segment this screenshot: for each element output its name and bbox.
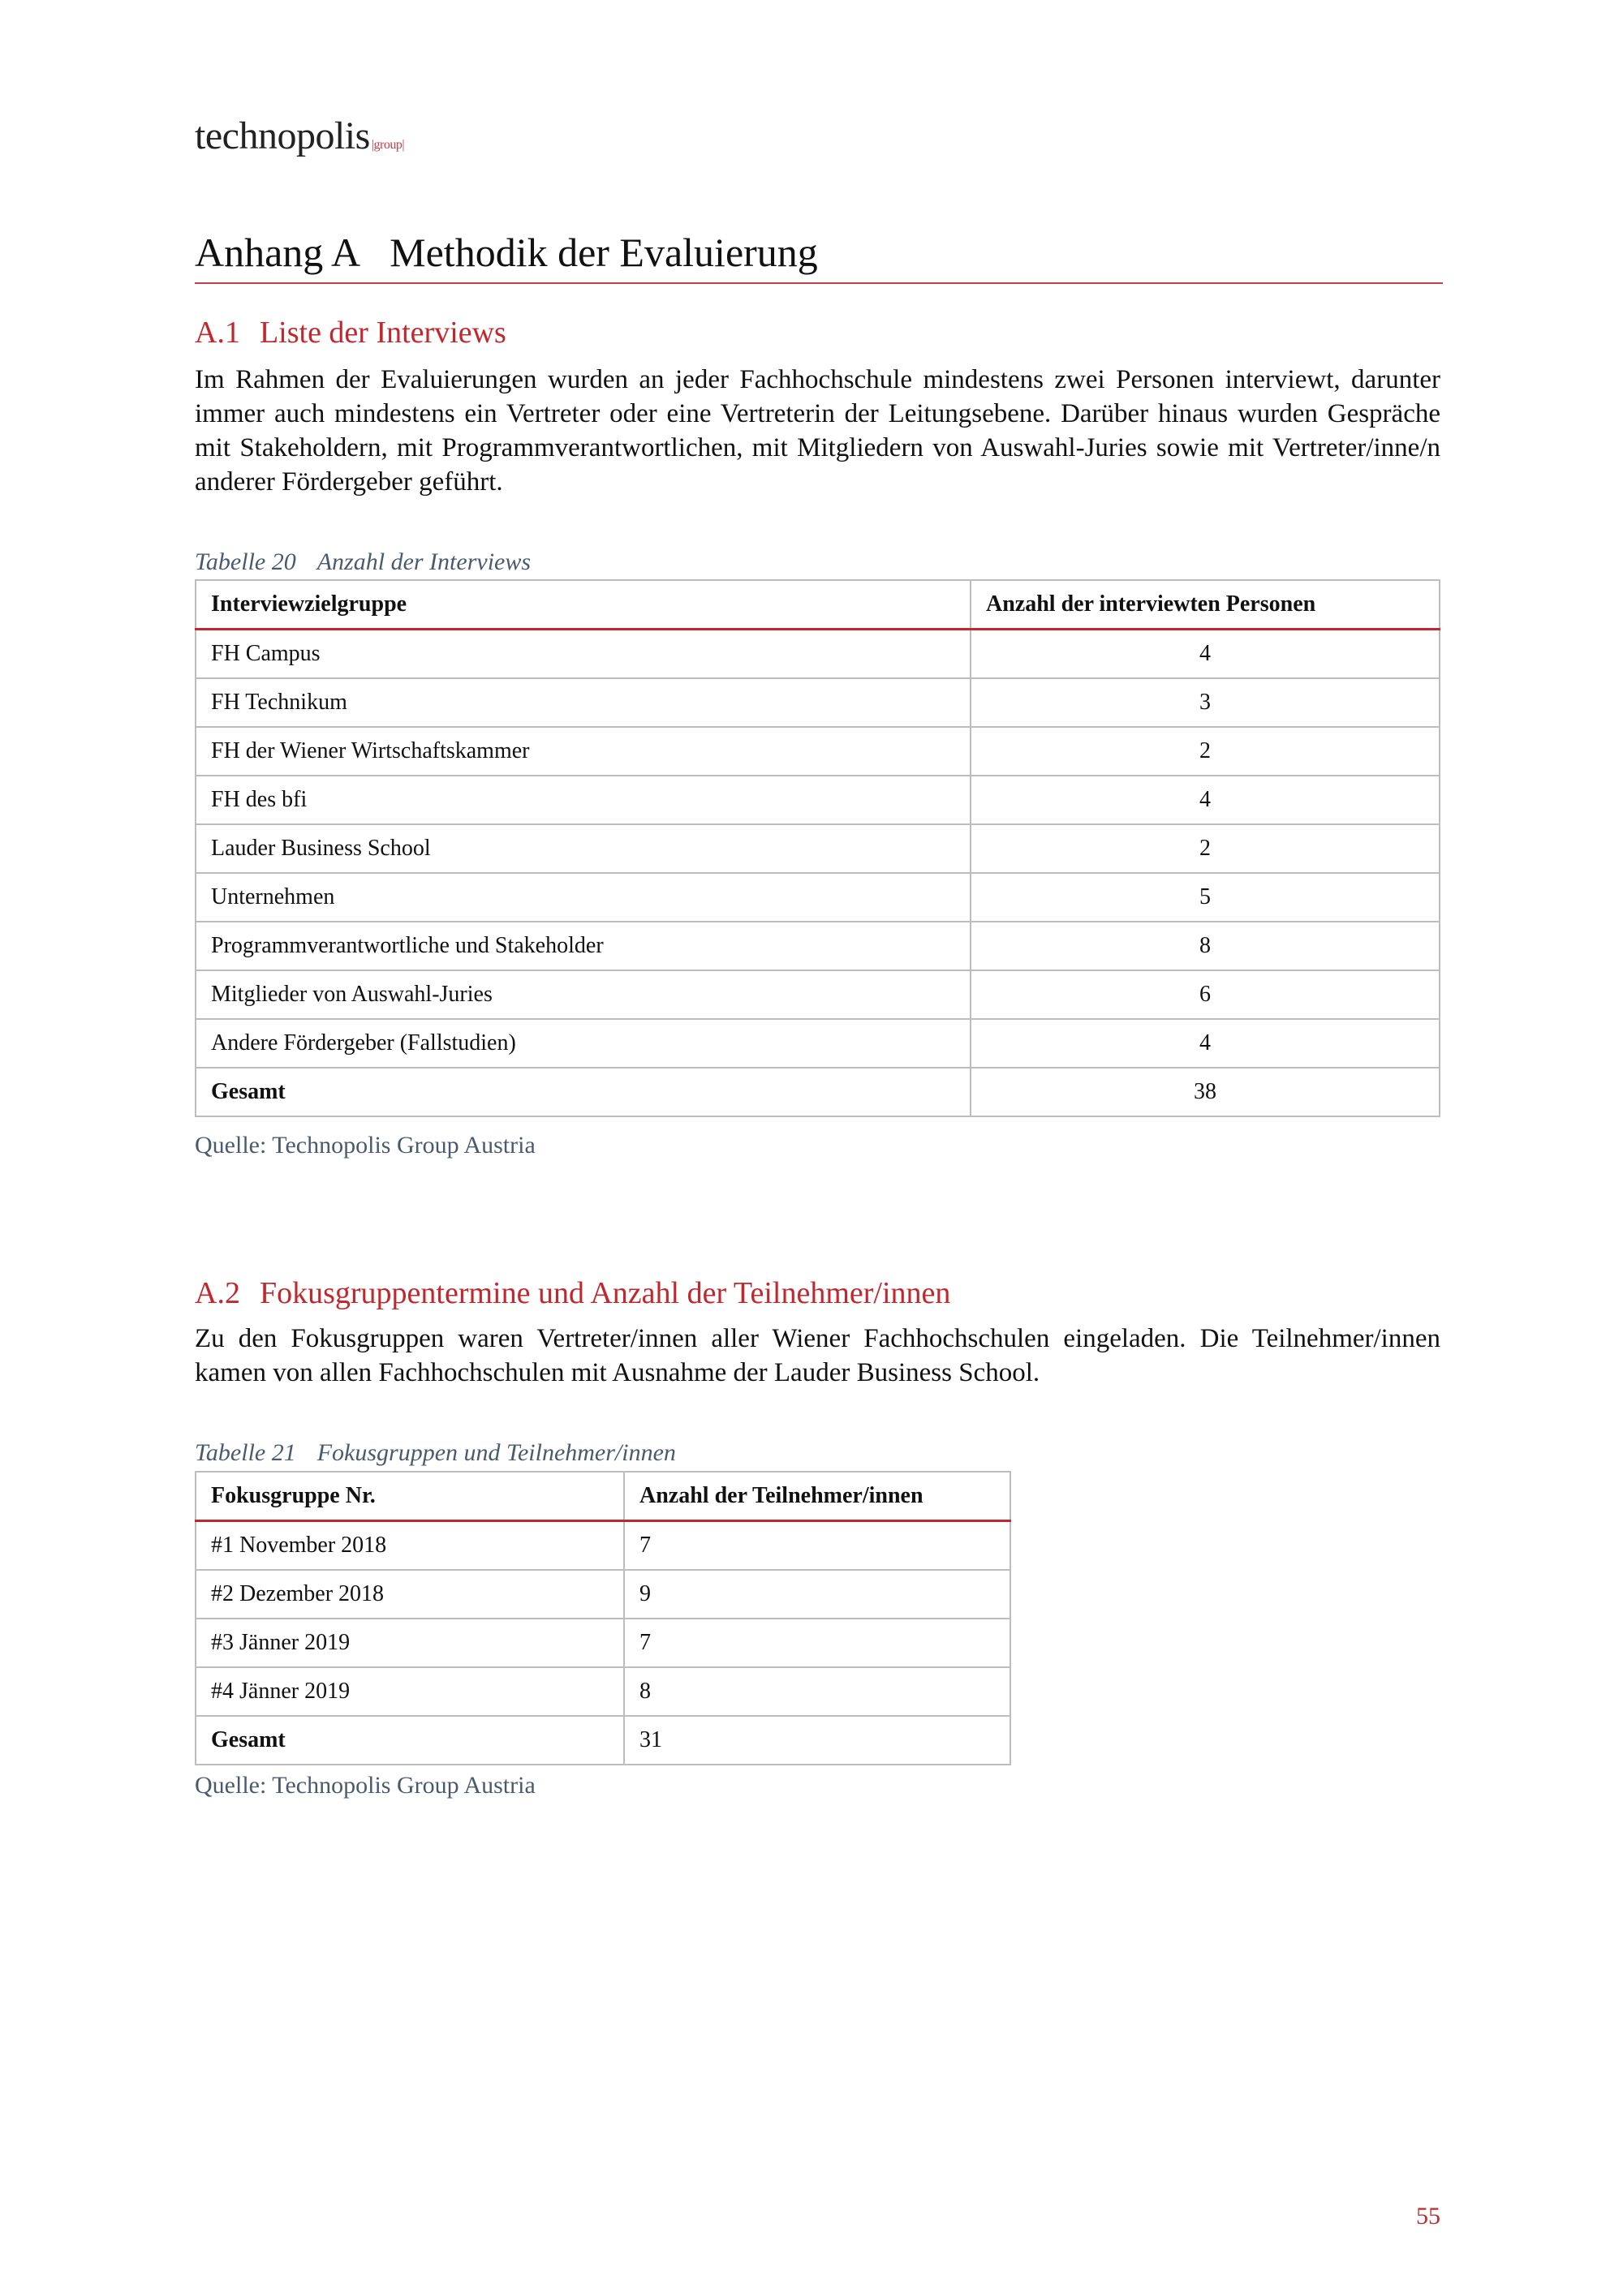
table-total-row [196, 1068, 1440, 1116]
table-row [196, 824, 1440, 873]
page-number: 55 [1416, 2203, 1440, 2229]
table-row [196, 776, 1440, 824]
row-value: 6 [971, 970, 1440, 1019]
logo-text: technopolis [195, 114, 370, 157]
caption-number: Tabelle 21 [195, 1439, 296, 1466]
row-label: Andere Fördergeber (Fallstudien) [196, 1019, 971, 1068]
row-label: Gesamt [196, 1068, 971, 1116]
table-row [196, 630, 1440, 679]
row-label: #1 November 2018 [196, 1521, 624, 1571]
row-label: #2 Dezember 2018 [196, 1570, 624, 1619]
row-value: 8 [624, 1667, 1010, 1716]
section-number: A.1 [195, 316, 240, 350]
row-value: 3 [971, 678, 1440, 727]
table-row [196, 1619, 1010, 1667]
section-number: A.2 [195, 1276, 240, 1310]
table-row [196, 727, 1440, 776]
table-row [196, 1521, 1010, 1571]
row-value: 7 [624, 1521, 1010, 1571]
table-row [196, 1667, 1010, 1716]
row-label: FH der Wiener Wirtschaftskammer [196, 727, 971, 776]
table-20-caption [195, 548, 531, 576]
row-label: FH Campus [196, 630, 971, 679]
table-row [196, 970, 1440, 1019]
column-header: Anzahl der interviewten Personen [971, 580, 1440, 630]
column-header: Fokusgruppe Nr. [196, 1472, 624, 1521]
table-header-row [196, 1472, 1010, 1521]
table-21-caption [195, 1439, 676, 1467]
row-label: Lauder Business School [196, 824, 971, 873]
table-row [196, 873, 1440, 922]
row-value: 5 [971, 873, 1440, 922]
table-row [196, 678, 1440, 727]
row-label: Unternehmen [196, 873, 971, 922]
interviews-table [195, 579, 1440, 1117]
column-header: Anzahl der Teilnehmer/innen [624, 1472, 1010, 1521]
row-label: #4 Jänner 2019 [196, 1667, 624, 1716]
table-row [196, 1570, 1010, 1619]
focus-groups-table [195, 1471, 1011, 1765]
row-value: 9 [624, 1570, 1010, 1619]
row-value: 7 [624, 1619, 1010, 1667]
row-label: #3 Jänner 2019 [196, 1619, 624, 1667]
row-value: 4 [971, 1019, 1440, 1068]
section-heading-a2 [195, 1275, 950, 1311]
row-label: Programmverantwortliche und Stakeholder [196, 922, 971, 970]
caption-title: Anzahl der Interviews [316, 548, 532, 575]
table-header-row [196, 580, 1440, 630]
caption-title: Fokusgruppen und Teilnehmer/innen [316, 1439, 676, 1466]
row-value: 2 [971, 727, 1440, 776]
table-20-source: Quelle: Technopolis Group Austria [195, 1132, 536, 1159]
table-row [196, 1019, 1440, 1068]
section-a2-paragraph: Zu den Fokusgruppen waren Vertreter/innen aller Wiener Fachhochschulen eingeladen. Die Teilnehmer/innen kamen von allen Fachhochschulen mit Ausnahme der Lauder Business School. [195, 1324, 1440, 1387]
logo-suffix: |group| [371, 138, 405, 152]
caption-number: Tabelle 20 [195, 548, 296, 575]
technopolis-logo [195, 114, 404, 158]
section-a1-paragraph: Im Rahmen der Evaluierungen wurden an jeder Fachhochschule mindestens zwei Personen interviewt, darunter immer auch mindestens ein Vertreter oder eine Vertreterin der Leitungsebene. Darüber hinaus wurden Gespräche mit Stakeholdern, mit Programmverantwortlichen, mit Mitgliedern von Auswahl-Juries sowie mit Vertreter/inne/n anderer Fördergeber geführt. [195, 365, 1440, 497]
section-heading-a1 [195, 315, 506, 350]
row-value: 31 [624, 1716, 1010, 1765]
row-label: Mitglieder von Auswahl-Juries [196, 970, 971, 1019]
row-label: Gesamt [196, 1716, 624, 1765]
row-value: 2 [971, 824, 1440, 873]
table-row [196, 922, 1440, 970]
chapter-heading [195, 229, 818, 276]
section-title: Fokusgruppentermine und Anzahl der Teilnehmer/innen [259, 1276, 951, 1310]
chapter-number: Anhang A [195, 230, 361, 275]
row-value: 8 [971, 922, 1440, 970]
row-label: FH Technikum [196, 678, 971, 727]
row-value: 38 [971, 1068, 1440, 1116]
chapter-rule [195, 282, 1443, 284]
column-header: Interviewzielgruppe [196, 580, 971, 630]
table-21-source: Quelle: Technopolis Group Austria [195, 1772, 536, 1799]
section-title: Liste der Interviews [259, 316, 506, 350]
row-value: 4 [971, 776, 1440, 824]
chapter-title: Methodik der Evaluierung [390, 230, 818, 275]
table-total-row [196, 1716, 1010, 1765]
row-label: FH des bfi [196, 776, 971, 824]
row-value: 4 [971, 630, 1440, 679]
